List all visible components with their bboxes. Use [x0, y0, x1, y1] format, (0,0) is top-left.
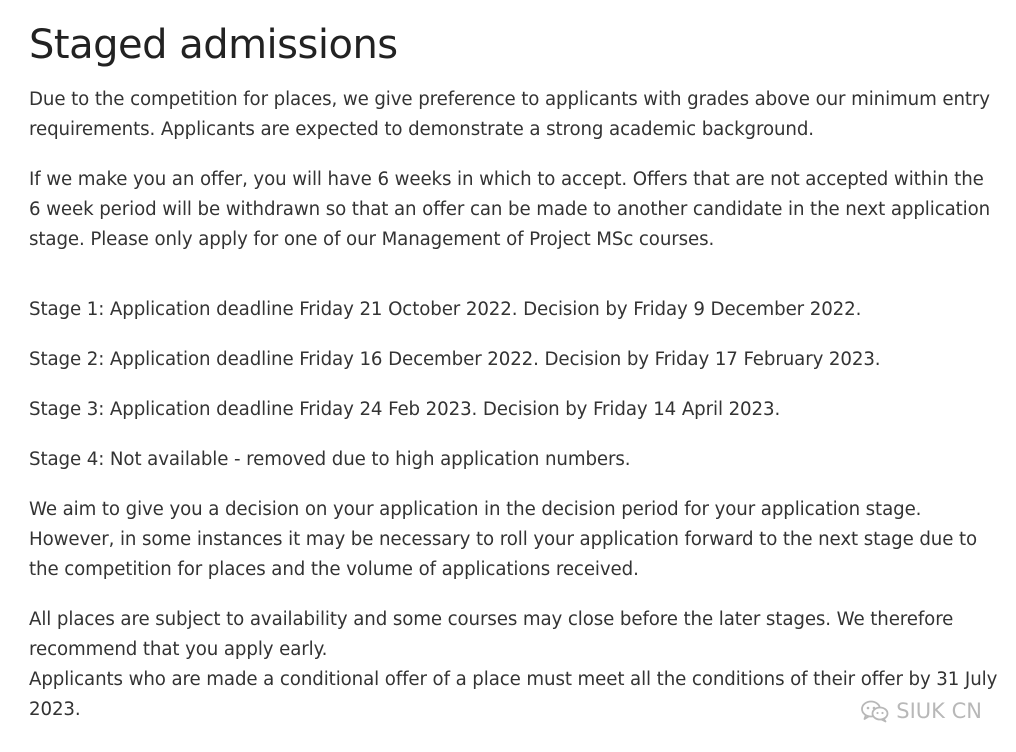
stage-3-text: Stage 3: Application deadline Friday 24 Feb 2023. Decision by Friday 14 April 2023.: [29, 399, 781, 420]
stage-2-text: Stage 2: Application deadline Friday 16 December 2022. Decision by Friday 17 February 2023.: [29, 349, 881, 370]
stage-4-text: Stage 4: Not available - removed due to high application numbers.: [29, 449, 631, 470]
article-content: [29, 18, 999, 725]
decision-paragraph: We aim to give you a decision on your application in the decision period for your application stage. However, in some instances it may be necessary to roll your application forward to the next stage due to the competition for places and the volume of applications received.: [29, 499, 978, 580]
conditional-offer-paragraph: Applicants who are made a conditional offer of a place must meet all the conditions of their offer by 31 July 2023.: [29, 669, 998, 720]
wechat-icon: [860, 699, 890, 723]
page-title: Staged admissions: [29, 22, 398, 68]
offer-paragraph: If we make you an offer, you will have 6 weeks in which to accept. Offers that are not accepted within the 6 week period will be withdrawn so that an offer can be made to another candidate in the next application stage. Please only apply for one of our Management of Project MSc courses.: [29, 169, 991, 250]
availability-paragraph: All places are subject to availability and some courses may close before the later stages. We therefore recommend that you apply early.: [29, 609, 954, 660]
stage-1-text: Stage 1: Application deadline Friday 21 October 2022. Decision by Friday 9 December 2022.: [29, 299, 862, 320]
intro-paragraph: Due to the competition for places, we give preference to applicants with grades above our minimum entry requirements. Applicants are expected to demonstrate a strong academic background.: [29, 89, 990, 140]
watermark: [860, 697, 982, 725]
watermark-text: SIUK CN: [896, 699, 982, 723]
